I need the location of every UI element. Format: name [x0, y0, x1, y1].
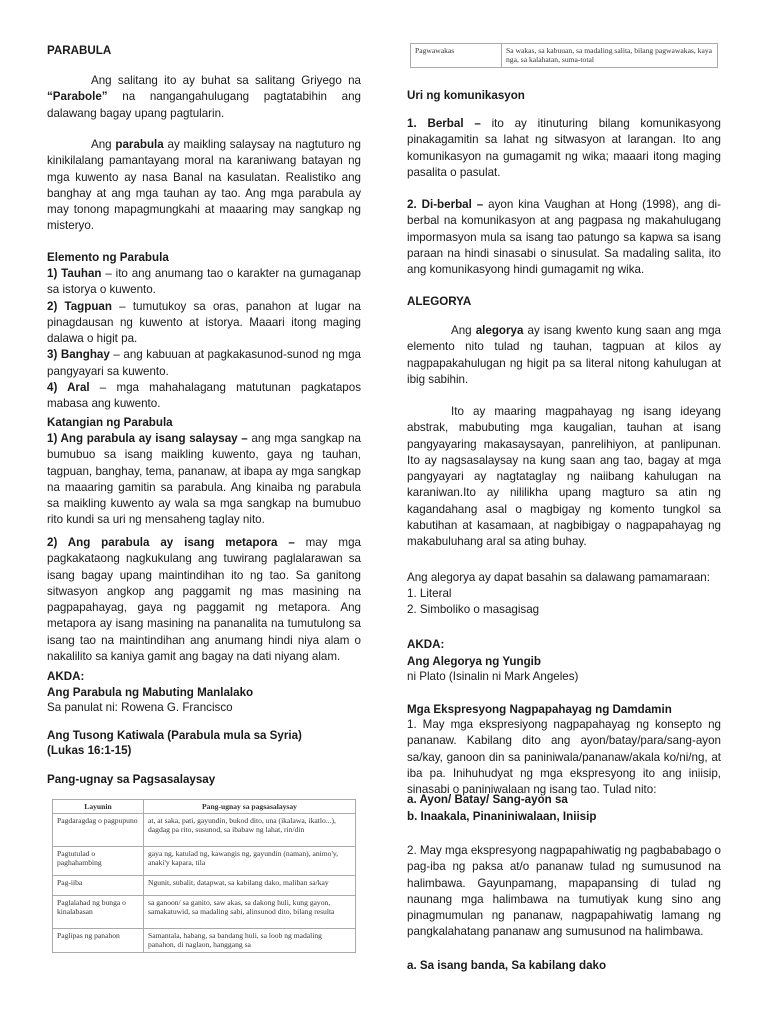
- table-cell: Pag-iiba: [53, 876, 144, 896]
- ekspresyon-example-b: b. Inaakala, Pinaniniwalaan, Iniisip: [407, 810, 597, 823]
- table-cell: Pagtutulad o paghahambing: [53, 847, 144, 876]
- uri-heading: Uri ng komunikasyon: [407, 89, 525, 102]
- akda-title: Ang Alegorya ng Yungib: [407, 655, 541, 668]
- text: Ang salitang ito ay buhat sa salitang Griyego na: [91, 74, 361, 87]
- akda-label: AKDA:: [47, 670, 85, 683]
- table-header: Pang-ugnay sa pagsasalaysay: [144, 800, 356, 814]
- tusong-katiwala-verse: (Lukas 16:1-15): [47, 744, 132, 757]
- ekspresyon-paragraph-1: 1. May mga ekspresiyong nagpapahayag ng konsepto ng pananaw. Kabilang dito ang ayon/batay/para/sang-ayon sa/kay, ganoon din sa paniniwala/pananaw/akala ko/ni/ng, at iba pa. Inihuhudyat ng mga ekspresyong ito ang iniisip, sinasabi o paniniwalaan ng isang tao. Tulad nito:: [407, 718, 721, 797]
- table-cell: gaya ng, katulad ng, kawangis ng, gayundin (naman), animo'y, anaki'y kapara, tila: [144, 847, 356, 876]
- tusong-katiwala-title: Ang Tusong Katiwala (Parabula mula sa Syria): [47, 729, 302, 742]
- table-cell: Sa wakas, sa kabuuan, sa madaling salita, bilang pagwawakas, kaya nga, sa kalahatan, suma-total: [502, 44, 718, 68]
- table-row: [411, 44, 718, 68]
- way-item: 1. Literal: [407, 587, 452, 600]
- katangian-item-1: [47, 431, 361, 529]
- elemento-item: [47, 347, 361, 380]
- table-cell: at, at saka, pati, gayundin, bukod dito, una (ikalawa, ikatlo...), dagdag pa rito, susunod, sa ibabaw ng lahat, rin/din: [144, 814, 356, 847]
- text: Ang: [91, 138, 116, 151]
- katangian-item-2: [47, 535, 361, 665]
- pangugnay-heading: Pang-ugnay sa Pagsasalaysay: [47, 773, 216, 786]
- table-header-row: [53, 800, 356, 814]
- katangian-term: 2) Ang parabula ay isang metapora –: [47, 536, 295, 549]
- table-row: [53, 896, 356, 929]
- ekspresyon-example-2a: a. Sa isang banda, Sa kabilang dako: [407, 959, 607, 972]
- parabula-paragraph-1: [47, 73, 361, 122]
- akda-author: ni Plato (Isinalin ni Mark Angeles): [407, 670, 579, 683]
- katangian-desc: may mga pagkakataong nagkukulang ang tuwirang paglalarawan sa isang bagay upang maintindihan ito ng tao. Sa ganitong sitwasyon angkop ang paggamit ng mas masining na pagpapahayag, gaya ng paggamit ng metapora. Ang metapora ay isang masining na pananalita na tumutulong sa isang tao na maintindihan ang anumang hindi niya alam o nakalilito sa kaniya gamit ang bagay na dati niyang alam.: [47, 536, 361, 664]
- elemento-desc: – tumutukoy sa oras, panahon at lugar na pinagdausan ng kuwento at istorya. Maaari itong maging dalawa o higit pa.: [47, 299, 362, 346]
- table-cell: sa ganoon/ sa ganito, saw akas, sa dakong huli, kung gayon, samakatuwid, sa madaling sabi, alinsunod dito, bilang resulta: [144, 896, 356, 929]
- term-parabole: “Parabole”: [47, 90, 108, 104]
- text: ay isang kwento kung saan ang mga elemento nito tulad ng tauhan, tagpuan at kilos ay nagpapakahulugan ng higit pa sa literal nitong kahulugan at ibig sabihin.: [407, 324, 721, 386]
- text: na nangangahulugang pagtatabihin ang dalawang bagay upang pagtularin.: [47, 90, 361, 120]
- table-cell: Samantala, habang, sa bandang huli, sa loob ng madaling panahon, di naglaon, hanggang sa: [144, 929, 356, 953]
- alegorya-paragraph-1: [407, 323, 721, 388]
- table-row: [53, 814, 356, 847]
- akda-author: Sa panulat ni: Rowena G. Francisco: [47, 701, 233, 714]
- table-row: [53, 847, 356, 876]
- ekspresyon-heading: Mga Ekspresyong Nagpapahayag ng Damdamin: [407, 703, 672, 716]
- elemento-list: [47, 266, 361, 413]
- elemento-term: 2) Tagpuan: [47, 299, 112, 313]
- term-parabula: parabula: [115, 138, 164, 151]
- section-title-parabula: PARABULA: [47, 44, 112, 57]
- di-berbal-desc: ayon kina Vaughan at Hong (1998), ang di-berbal na komunikasyon at ang pagpasa ng makahulugang impormasyon mula sa isang tao patungo sa kapwa sa isang paraan na hindi sinasabi o sinusulat. Sa madaling salita, ito ang komunikasyong hindi gumagamit ng wika.: [407, 198, 721, 277]
- berbal-desc: ito ay itinuturing bilang komunikasyong pinakagamitin sa lahat ng sitwasyon at larangan. Ito ang komunikasyon na gumagamit ng wika; maaari itong maging pasalita o pasulat.: [407, 117, 721, 179]
- elemento-item: [47, 266, 361, 299]
- parabula-paragraph-2: [47, 137, 361, 235]
- elemento-item: [47, 380, 361, 413]
- table-cell: Pagdaragdag o pagpupuno: [53, 814, 144, 847]
- elemento-desc: – mga mahahalagang matutunan pagkatapos mabasa ang kuwento.: [47, 381, 361, 411]
- di-berbal-paragraph: [407, 197, 721, 278]
- text: Ang: [451, 324, 476, 337]
- pangugnay-table: [52, 799, 356, 953]
- pagwawakas-table: [410, 43, 718, 68]
- table-header: Layunin: [53, 800, 144, 814]
- elemento-item: [47, 299, 361, 348]
- katangian-term: 1) Ang parabula ay isang salaysay –: [47, 432, 248, 445]
- elemento-term: 1) Tauhan: [47, 267, 102, 280]
- elemento-desc: – ang kabuuan at pagkakasunod-sunod ng mga pangyayari sa kuwento.: [47, 348, 361, 378]
- table-cell: Pagwawakas: [411, 44, 502, 68]
- akda-label: AKDA:: [407, 638, 445, 651]
- alegorya-paragraph-2: Ito ay maaring magpahayag ng isang ideyang abstrak, mabubuting mga kaugalian, tauhan at isang pangyayaring makasaysayan, panrelihiyon, at panlipunan. Ito ay nagsasalaysay na kung saan ang tao, bagay at mga pangyayari ay nagtataglay ng naiibang kahulugan na karaniwan.Ito ay nililikha upang magturo sa atin ng kagandahang asal o magbigay ng komento tungkol sa kabutihan at kasamaan, at nagbibigay o nagpapahayag ng makabuluhang aral sa ating buhay.: [407, 405, 721, 549]
- elemento-term: 4) Aral: [47, 381, 90, 395]
- table-cell: Paglipas ng panahon: [53, 929, 144, 953]
- elemento-desc: – ito ang anumang tao o karakter na gumaganap sa istorya o kuwento.: [47, 267, 361, 297]
- term-alegorya: alegorya: [475, 324, 524, 337]
- table-row: [53, 876, 356, 896]
- akda-title: Ang Parabula ng Mabuting Manlalako: [47, 686, 254, 699]
- table-cell: Ngunit, subalit, datapwat, sa kabilang dako, maliban sa/kay: [144, 876, 356, 896]
- ekspresyon-paragraph-2: 2. May mga ekspresyong nagpapahiwatig ng pagbababago o pag-iba ng paksa at/o pananaw tulad ng sumusunod na halimbawa. Gayunpamang, mapapansing di tulad ng naunang mga halimbawa na tumutiyak kung sino ang pinagmumulan ng pananaw, nagpapahiwatig lamang ng pangkalahatang pananaw ang sumusunod na halimbawa.: [407, 844, 721, 939]
- alegorya-heading: ALEGORYA: [407, 295, 472, 308]
- dapat-basahin: Ang alegorya ay dapat basahin sa dalawang pamamaraan:: [407, 571, 710, 584]
- berbal-paragraph: [407, 116, 721, 181]
- berbal-term: 1. Berbal –: [407, 117, 481, 130]
- way-item: 2. Simboliko o masagisag: [407, 603, 540, 616]
- elemento-term: 3) Banghay: [47, 348, 110, 362]
- table-cell: Paglalahad ng bunga o kinalabasan: [53, 896, 144, 929]
- elemento-heading: Elemento ng Parabula: [47, 251, 169, 264]
- katangian-heading: Katangian ng Parabula: [47, 416, 173, 429]
- table-row: [53, 929, 356, 953]
- katangian-desc: ang mga sangkap na bumubuo sa isang maikling kuwento, gaya ng tauhan, tagpuan, banghay, tema, pananaw, at ibapa ay mga sangkap na maaaring gamitin sa parabula. Ang kinaiba ng parabula sa maikling kuwento ay wala sa mga sangkap na bumubuo rito kundi sa uri ng mensaheng taglay nito.: [47, 432, 362, 527]
- di-berbal-term: 2. Di-berbal –: [407, 198, 484, 211]
- text: ay maikling salaysay na nagtuturo ng kinikilalang pamantayang moral na karaniwang batayan ng mga kuwento ay nasa Banal na kasulatan. Realistiko ang banghay at ang mga tauhan ay tao. Ang mga parabula ay may tonong mapagmungkahi at maaaring may sangkap ng misteryo.: [47, 138, 361, 233]
- ekspresyon-example-a: a. Ayon/ Batay/ Sang-ayon sa: [407, 793, 568, 806]
